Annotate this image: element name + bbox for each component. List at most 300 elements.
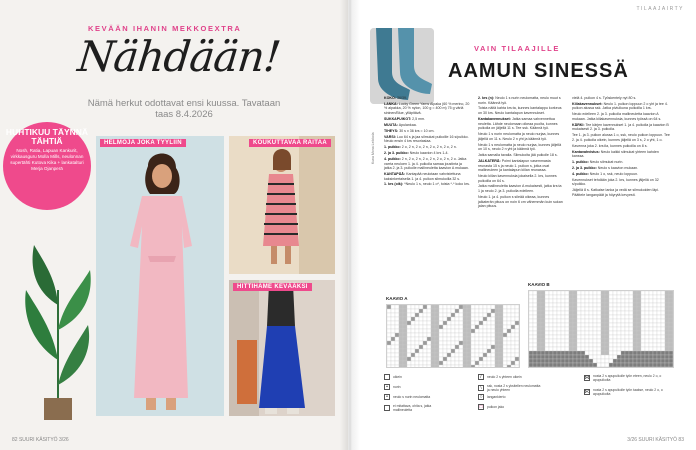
chart-cell — [475, 313, 479, 317]
chart-cell — [621, 363, 625, 367]
chart-cell — [545, 323, 549, 327]
chart-cell — [491, 361, 495, 365]
chart-cell — [633, 295, 637, 299]
chart-cell — [597, 291, 601, 295]
chart-cell — [609, 311, 613, 315]
chart-cell — [621, 291, 625, 295]
chart-cell — [399, 361, 403, 365]
chart-cell — [451, 325, 455, 329]
chart-cell — [435, 337, 439, 341]
chart-cell — [589, 319, 593, 323]
chart-cell — [431, 321, 435, 325]
chart-cell — [537, 303, 541, 307]
chart-cell — [601, 339, 605, 343]
chart-cell — [533, 355, 537, 359]
chart-cell — [661, 291, 665, 295]
chart-cell — [625, 307, 629, 311]
chart-cell — [455, 313, 459, 317]
chart-cell — [439, 329, 443, 333]
striped-dress-figure — [229, 136, 335, 274]
chart-cell — [487, 353, 491, 357]
chart-cell — [625, 323, 629, 327]
chart-cell — [479, 329, 483, 333]
chart-cell — [629, 351, 633, 355]
chart-cell — [581, 347, 585, 351]
chart-cell — [431, 353, 435, 357]
chart-cell — [411, 329, 415, 333]
chart-cell — [511, 353, 515, 357]
chart-cell — [439, 317, 443, 321]
chart-cell — [541, 343, 545, 347]
chart-cell — [589, 311, 593, 315]
chart-a-grid — [387, 305, 520, 368]
chart-cell — [431, 309, 435, 313]
chart-cell — [459, 345, 463, 349]
chart-cell — [641, 339, 645, 343]
chart-cell — [415, 325, 419, 329]
page-folio: 3/26 SUURI KÄSITYÖ 83 — [627, 437, 684, 443]
chart-cell — [605, 367, 609, 368]
chart-cell — [597, 347, 601, 351]
chart-cell — [395, 337, 399, 341]
chart-cell — [387, 353, 391, 357]
chart-cell — [511, 361, 515, 365]
chart-cell — [475, 361, 479, 365]
chart-cell — [653, 311, 657, 315]
chart-cell — [581, 363, 585, 367]
chart-cell — [483, 309, 487, 313]
chart-cell — [653, 343, 657, 347]
chart-cell — [569, 299, 573, 303]
chart-cell — [565, 323, 569, 327]
chart-cell — [487, 313, 491, 317]
chart-cell — [515, 353, 519, 357]
chart-cell — [573, 303, 577, 307]
chart-cell — [665, 339, 669, 343]
chart-cell — [581, 331, 585, 335]
chart-cell — [641, 311, 645, 315]
chart-cell — [613, 295, 617, 299]
chart-cell — [455, 361, 459, 365]
chart-cell — [673, 331, 674, 335]
chart-cell — [499, 321, 503, 325]
chart-cell — [537, 339, 541, 343]
chart-cell — [407, 329, 411, 333]
chart-cell — [569, 311, 573, 315]
chart-cell — [585, 319, 589, 323]
photo-caption: HELMOJA JOKA TYYLIIN — [100, 139, 186, 147]
chart-cell — [403, 365, 407, 368]
chart-cell — [443, 345, 447, 349]
chart-cell — [537, 315, 541, 319]
chart-cell — [439, 305, 443, 309]
chart-cell — [415, 317, 419, 321]
chart-cell — [483, 341, 487, 345]
chart-cell — [641, 367, 645, 368]
chart-cell — [645, 355, 649, 359]
chart-cell — [617, 323, 621, 327]
chart-cell — [549, 355, 553, 359]
chart-b-grid — [529, 291, 674, 368]
chart-cell — [641, 335, 645, 339]
chart-cell — [419, 357, 423, 361]
chart-cell — [569, 315, 573, 319]
chart-cell — [395, 333, 399, 337]
chart-cell — [549, 323, 553, 327]
chart-cell — [637, 327, 641, 331]
chart-cell — [561, 355, 565, 359]
plant-illustration — [18, 210, 96, 420]
chart-cell — [455, 321, 459, 325]
chart-cell — [537, 355, 541, 359]
chart-cell — [533, 323, 537, 327]
chart-cell — [479, 345, 483, 349]
chart-cell — [423, 333, 427, 337]
chart-cell — [661, 311, 665, 315]
chart-cell — [467, 365, 471, 368]
chart-cell — [395, 325, 399, 329]
chart-cell — [467, 345, 471, 349]
chart-cell — [395, 345, 399, 349]
chart-cell — [467, 357, 471, 361]
chart-cell — [519, 321, 520, 325]
chart-cell — [463, 365, 467, 368]
chart-cell — [673, 323, 674, 327]
chart-cell — [629, 295, 633, 299]
chart-cell — [427, 333, 431, 337]
chart-cell — [553, 303, 557, 307]
chart-cell — [471, 349, 475, 353]
chart-cell — [597, 343, 601, 347]
chart-cell — [403, 325, 407, 329]
chart-cell — [621, 323, 625, 327]
chart-cell — [423, 357, 427, 361]
chart-cell — [447, 357, 451, 361]
chart-cell — [451, 313, 455, 317]
chart-cell — [391, 337, 395, 341]
chart-cell — [515, 361, 519, 365]
chart-cell — [613, 363, 617, 367]
chart-cell — [423, 313, 427, 317]
chart-cell — [641, 359, 645, 363]
chart-cell — [387, 309, 391, 313]
chart-cell — [447, 361, 451, 365]
chart-cell — [645, 331, 649, 335]
chart-cell — [407, 357, 411, 361]
chart-cell — [561, 363, 565, 367]
chart-cell — [561, 295, 565, 299]
chart-cell — [633, 303, 637, 307]
chart-cell — [669, 367, 673, 368]
chart-cell — [415, 353, 419, 357]
chart-cell — [637, 363, 641, 367]
chart-cell — [463, 329, 467, 333]
chart-cell — [633, 307, 637, 311]
chart-cell — [431, 305, 435, 309]
chart-cell — [443, 313, 447, 317]
chart-cell — [665, 335, 669, 339]
chart-cell — [617, 343, 621, 347]
chart-cell — [601, 367, 605, 368]
chart-cell — [451, 333, 455, 337]
chart-cell — [625, 291, 629, 295]
chart-cell — [617, 355, 621, 359]
chart-cell — [593, 303, 597, 307]
chart-cell — [605, 363, 609, 367]
chart-cell — [613, 331, 617, 335]
chart-cell — [569, 367, 573, 368]
chart-cell — [585, 315, 589, 319]
chart-cell — [387, 357, 391, 361]
chart-cell — [503, 305, 507, 309]
chart-cell — [573, 311, 577, 315]
chart-cell — [661, 339, 665, 343]
chart-cell — [483, 345, 487, 349]
chart-cell — [519, 341, 520, 345]
chart-cell — [399, 305, 403, 309]
chart-cell — [399, 329, 403, 333]
chart-cell — [581, 319, 585, 323]
chart-cell — [499, 317, 503, 321]
chart-cell — [451, 357, 455, 361]
chart-cell — [541, 311, 545, 315]
chart-cell — [459, 329, 463, 333]
chart-cell — [589, 335, 593, 339]
chart-cell — [483, 361, 487, 365]
chart-cell — [577, 315, 581, 319]
chart-cell — [491, 305, 495, 309]
chart-cell — [637, 307, 641, 311]
chart-cell — [545, 363, 549, 367]
chart-cell — [569, 307, 573, 311]
chart-cell — [649, 339, 653, 343]
chart-cell — [561, 323, 565, 327]
chart-cell — [661, 319, 665, 323]
chart-cell — [503, 329, 507, 333]
chart-cell — [387, 325, 391, 329]
chart-cell — [411, 325, 415, 329]
chart-cell — [653, 367, 657, 368]
chart-cell — [463, 341, 467, 345]
chart-cell — [541, 307, 545, 311]
chart-cell — [479, 337, 483, 341]
chart-cell — [499, 325, 503, 329]
chart-cell — [515, 365, 519, 368]
chart-cell — [617, 319, 621, 323]
para: 4. puikko: 2 n, 2 o, 2 n, 2 o, 2 n, 2 o, 2 n, 2 o. Jatka varrta neuloen 1. ja 4. puikolla samaa joustinta ja jatka 2. ja 3. puikolle mallineuletta kaavion A mukaan. — [384, 156, 469, 171]
chart-cell — [455, 317, 459, 321]
chart-cell — [411, 337, 415, 341]
chart-cell — [395, 365, 399, 368]
chart-cell — [495, 305, 499, 309]
chart-cell — [447, 309, 451, 313]
chart-cell — [609, 351, 613, 355]
chart-cell — [407, 337, 411, 341]
chart-cell — [649, 343, 653, 347]
chart-cell — [451, 321, 455, 325]
socks-illustration — [370, 28, 434, 104]
chart-cell — [645, 295, 649, 299]
chart-cell — [569, 303, 573, 307]
chart-cell — [621, 339, 625, 343]
chart-cell — [541, 299, 545, 303]
chart-cell — [529, 347, 533, 351]
chart-cell — [439, 337, 443, 341]
chart-cell — [565, 291, 569, 295]
chart-cell — [391, 329, 395, 333]
chart-cell — [593, 319, 597, 323]
chart-cell — [589, 331, 593, 335]
chart-cell — [613, 311, 617, 315]
chart-cell — [499, 313, 503, 317]
chart-cell — [403, 333, 407, 337]
chart-cell — [537, 335, 541, 339]
chart-cell — [573, 359, 577, 363]
chart-cell — [431, 337, 435, 341]
chart-cell — [415, 305, 419, 309]
chart-cell — [549, 303, 553, 307]
chart-cell — [533, 315, 537, 319]
chart-cell — [507, 341, 511, 345]
para: 1. krs (oik): *Neulo 1 s, neulo 1 o*, toista *-* koko krs. — [384, 182, 470, 187]
chart-cell — [395, 321, 399, 325]
chart-cell — [573, 367, 577, 368]
diagram-b-label: KAAVIO B — [528, 282, 550, 287]
chart-cell — [487, 345, 491, 349]
chart-cell — [629, 327, 633, 331]
chart-cell — [427, 325, 431, 329]
chart-cell — [511, 305, 515, 309]
chart-cell — [403, 353, 407, 357]
chart-cell — [633, 327, 637, 331]
chart-cell — [561, 367, 565, 368]
chart-cell — [545, 299, 549, 303]
para: Neulo 1. ja 4. puikon s sileää oikeaa, kunnes jalkaterän pituus on noin 6 cm vähemmän kuin sukan jalan pituus. — [478, 194, 563, 209]
chart-cell — [415, 349, 419, 353]
chart-cell — [589, 299, 593, 303]
chart-cell — [519, 361, 520, 365]
chart-cell — [427, 361, 431, 365]
chart-cell — [609, 363, 613, 367]
chart-cell — [545, 303, 549, 307]
chart-cell — [569, 331, 573, 335]
chart-cell — [403, 321, 407, 325]
chart-cell — [629, 311, 633, 315]
chart-cell — [649, 311, 653, 315]
chart-cell — [665, 307, 669, 311]
chart-cell — [617, 331, 621, 335]
chart-cell — [645, 315, 649, 319]
chart-cell — [589, 303, 593, 307]
chart-cell — [545, 339, 549, 343]
chart-cell — [613, 335, 617, 339]
chart-cell — [411, 305, 415, 309]
chart-cell — [545, 295, 549, 299]
chart-cell — [545, 335, 549, 339]
chart-cell — [649, 367, 653, 368]
chart-cell — [549, 351, 553, 355]
pink-dress-figure — [96, 136, 224, 416]
chart-cell — [633, 359, 637, 363]
chart-cell — [601, 327, 605, 331]
chart-cell — [669, 319, 673, 323]
chart-cell — [589, 339, 593, 343]
para: KOKO: 36/39. — [384, 96, 407, 100]
chart-cell — [629, 355, 633, 359]
chart-cell — [455, 341, 459, 345]
chart-cell — [391, 309, 395, 313]
chart-cell — [645, 359, 649, 363]
chart-cell — [665, 367, 669, 368]
chart-cell — [431, 357, 435, 361]
chart-cell — [415, 329, 419, 333]
chart-cell — [507, 353, 511, 357]
chart-cell — [613, 323, 617, 327]
chart-cell — [507, 333, 511, 337]
chart-cell — [455, 337, 459, 341]
chart-cell — [581, 335, 585, 339]
chart-cell — [511, 357, 515, 361]
chart-cell — [625, 355, 629, 359]
chart-cell — [483, 349, 487, 353]
chart-cell — [443, 317, 447, 321]
chart-cell — [427, 337, 431, 341]
chart-cell — [661, 367, 665, 368]
chart-cell — [601, 343, 605, 347]
chart-cell — [519, 349, 520, 353]
chart-cell — [649, 363, 653, 367]
chart-cell — [487, 325, 491, 329]
chart-cell — [605, 315, 609, 319]
chart-cell — [589, 359, 593, 363]
chart-cell — [605, 347, 609, 351]
chart-cell — [533, 311, 537, 315]
chart-cell — [665, 331, 669, 335]
para: TIHEYS: 30 s x 36 krs = 10 cm. — [384, 128, 435, 133]
chart-cell — [645, 323, 649, 327]
chart-cell — [625, 339, 629, 343]
chart-cell — [597, 327, 601, 331]
chart-cell — [581, 323, 585, 327]
chart-cell — [479, 309, 483, 313]
chart-cell — [581, 367, 585, 368]
chart-cell — [475, 309, 479, 313]
chart-cell — [601, 315, 605, 319]
chart-cell — [657, 351, 661, 355]
chart-cell — [391, 321, 395, 325]
chart-cell — [435, 305, 439, 309]
chart-cell — [415, 345, 419, 349]
chart-cell — [403, 317, 407, 321]
chart-cell — [593, 355, 597, 359]
chart-cell — [415, 321, 419, 325]
chart-cell — [459, 317, 463, 321]
chart-cell — [533, 307, 537, 311]
chart-cell — [549, 359, 553, 363]
chart-cell — [641, 323, 645, 327]
chart-cell — [653, 339, 657, 343]
chart-cell — [415, 309, 419, 313]
para: Neulo edelleen 2. ja 3. puikolla mallineuletta kaavion A mukaan. Jatka kiilakavennuksia, kunnes työssä on 64 s. — [572, 112, 662, 121]
chart-cell — [503, 365, 507, 368]
lead-text: Nämä herkut odottavat ensi kuussa. Tavataan taas 8.4.2026 — [87, 98, 281, 120]
chart-cell — [641, 295, 645, 299]
chart-cell — [479, 321, 483, 325]
chart-cell — [557, 351, 561, 355]
chart-cell — [669, 323, 673, 327]
chart-cell — [601, 291, 605, 295]
chart-cell — [411, 349, 415, 353]
